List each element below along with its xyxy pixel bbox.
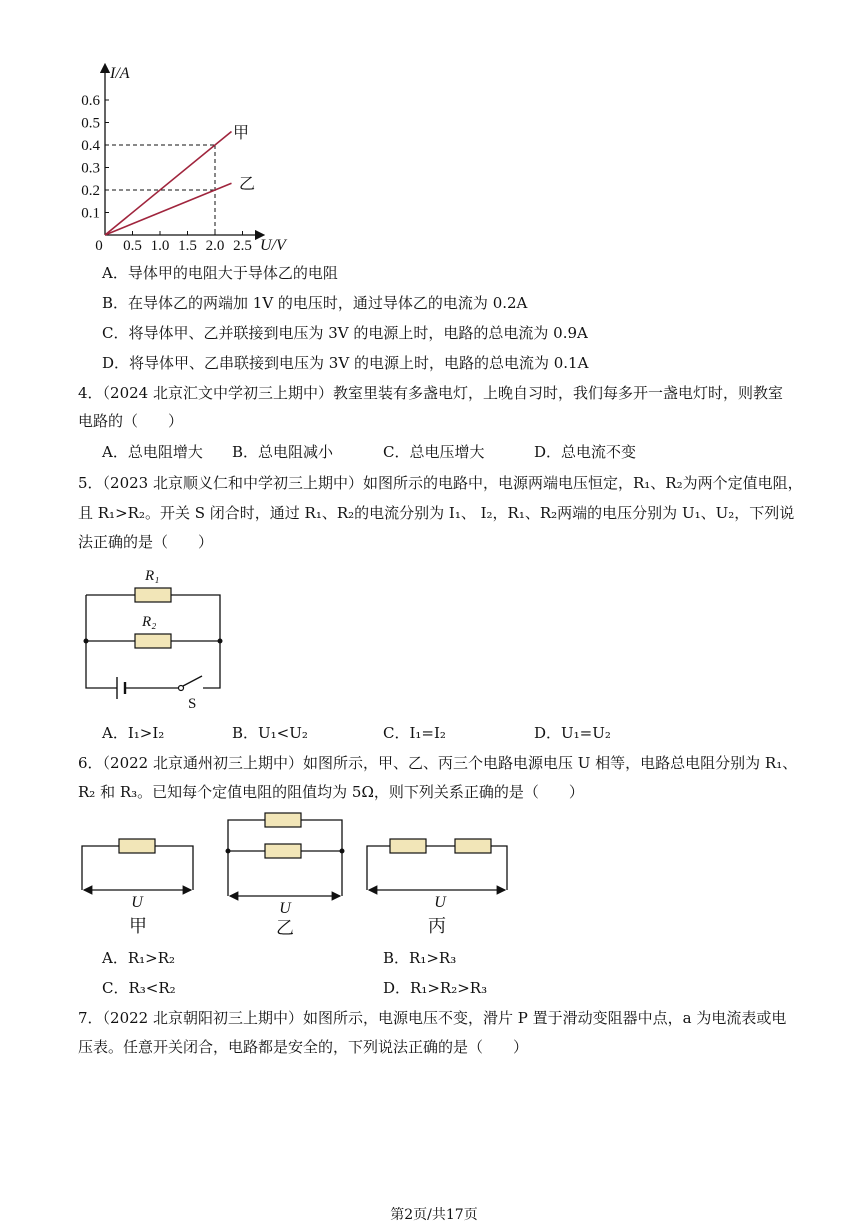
q5-switch-pivot xyxy=(179,686,184,691)
q4-option-a[interactable]: A．总电阻增大 xyxy=(102,443,203,461)
circuit-bing-resistor-1 xyxy=(390,839,426,853)
q5-option-d[interactable]: D．U₁=U₂ xyxy=(534,724,611,742)
circuit-yi-junction-right xyxy=(340,849,345,854)
q6-option-b[interactable]: B．R₁>R₃ xyxy=(383,949,457,967)
x-tick-label: 0.5 xyxy=(123,238,142,254)
circuit-yi-u-label: U xyxy=(279,900,291,917)
q5-option-c[interactable]: C．I₁=I₂ xyxy=(383,724,446,742)
x-tick-label: 1.5 xyxy=(178,238,197,254)
q6-option-a[interactable]: A．R₁>R₂ xyxy=(102,949,176,967)
q5-junction-left xyxy=(84,639,89,644)
line-jia xyxy=(105,132,232,236)
q6-option-c[interactable]: C．R₃<R₂ xyxy=(102,979,176,997)
q5-circuit xyxy=(78,560,238,715)
circuit-bing-label: 丙 xyxy=(428,916,446,936)
y-tick-label: 0.3 xyxy=(81,160,100,177)
x-tick-label: 2.5 xyxy=(233,238,252,254)
q5-r2-label: R₂ xyxy=(142,614,157,630)
circuit-yi-junction-left xyxy=(226,849,231,854)
x-axis-label: U/V xyxy=(260,237,286,254)
q5-resistor-r1 xyxy=(135,588,171,602)
circuit-jia-resistor xyxy=(119,839,155,853)
iu-graph xyxy=(70,60,300,260)
y-axis-label: I/A xyxy=(110,65,130,82)
circuit-jia-u-label: U xyxy=(131,894,143,911)
q5-option-a[interactable]: A．I₁>I₂ xyxy=(102,724,165,742)
q6-stem-line2: R₂ 和 R₃。已知每个定值电阻的阻值均为 5Ω，则下列关系正确的是（ ） xyxy=(78,783,584,801)
q5-junction-right xyxy=(218,639,223,644)
q5-stem-line2: 且 R₁>R₂。开关 S 闭合时，通过 R₁、R₂的电流分别为 I₁、 I₂，R₁、R₂两端的电压分别为 U₁、U₂，下列说 xyxy=(78,504,795,522)
q4-stem-line2: 电路的（ ） xyxy=(78,412,184,430)
q4-option-d[interactable]: D．总电流不变 xyxy=(534,443,637,461)
q7-stem-line2: 压表。任意开关闭合，电路都是安全的，下列说法正确的是（ ） xyxy=(78,1038,529,1056)
q7-stem-line1: 7．（2022 北京朝阳初三上期中）如图所示，电源电压不变，滑片 P 置于滑动变阻器中点，a 为电流表或电 xyxy=(78,1009,787,1027)
circuit-yi-label: 乙 xyxy=(276,918,294,938)
line-jia-label: 甲 xyxy=(233,125,250,142)
page-number: 第2页/共17页 xyxy=(390,1207,478,1223)
q4-stem-line1: 4．（2024 北京汇文中学初三上期中）教室里装有多盏电灯，上晚自习时，我们每多开一盏电灯时，则教室 xyxy=(78,384,783,402)
q6-option-d[interactable]: D．R₁>R₂>R₃ xyxy=(383,979,488,997)
y-tick-label: 0.4 xyxy=(81,138,100,154)
q5-stem-line3: 法正确的是（ ） xyxy=(78,533,214,551)
q3-option-a[interactable]: A．导体甲的电阻大于导体乙的电阻 xyxy=(102,264,338,282)
q3-option-c[interactable]: C．将导体甲、乙并联接到电压为 3V 的电源上时，电路的总电流为 0.9A xyxy=(102,324,588,342)
line-yi-label: 乙 xyxy=(239,176,256,193)
q3-option-d[interactable]: D．将导体甲、乙串联接到电压为 3V 的电源上时，电路的总电流为 0.1A xyxy=(102,354,589,372)
q3-option-b[interactable]: B．在导体乙的两端加 1V 的电压时，通过导体乙的电流为 0.2A xyxy=(102,294,528,312)
q5-switch-blade xyxy=(183,676,202,686)
x-tick-label: 2.0 xyxy=(205,238,225,254)
q5-stem-line1: 5．（2023 北京顺义仁和中学初三上期中）如图所示的电路中，电源两端电压恒定，R₁、R₂为两个定值电阻， xyxy=(78,474,803,492)
q6-circuits xyxy=(75,812,520,942)
q6-stem-line1: 6．（2022 北京通州初三上期中）如图所示，甲、乙、丙三个电路电源电压 U 相等，电路总电阻分别为 R₁、 xyxy=(78,754,798,772)
q5-option-b[interactable]: B．U₁<U₂ xyxy=(232,724,308,742)
y-tick-label: 0.6 xyxy=(81,93,100,109)
origin-label: 0 xyxy=(95,238,103,254)
x-tick-label: 1.0 xyxy=(150,238,170,254)
circuit-yi-resistor-bottom xyxy=(265,844,301,858)
y-tick-label: 0.5 xyxy=(81,115,100,132)
y-tick-label: 0.2 xyxy=(81,183,100,199)
q5-switch-label: S xyxy=(188,696,197,712)
y-tick-label: 0.1 xyxy=(81,205,100,222)
q5-resistor-r2 xyxy=(135,634,171,648)
circuit-jia-label: 甲 xyxy=(129,916,147,936)
q5-r1-label: R₁ xyxy=(145,568,160,584)
circuit-bing-u-label: U xyxy=(434,894,446,911)
q4-option-b[interactable]: B．总电阻减小 xyxy=(232,443,334,461)
q4-option-c[interactable]: C．总电压增大 xyxy=(383,443,485,461)
circuit-yi-resistor-top xyxy=(265,813,301,827)
circuit-bing-resistor-2 xyxy=(455,839,491,853)
line-yi xyxy=(105,183,232,235)
